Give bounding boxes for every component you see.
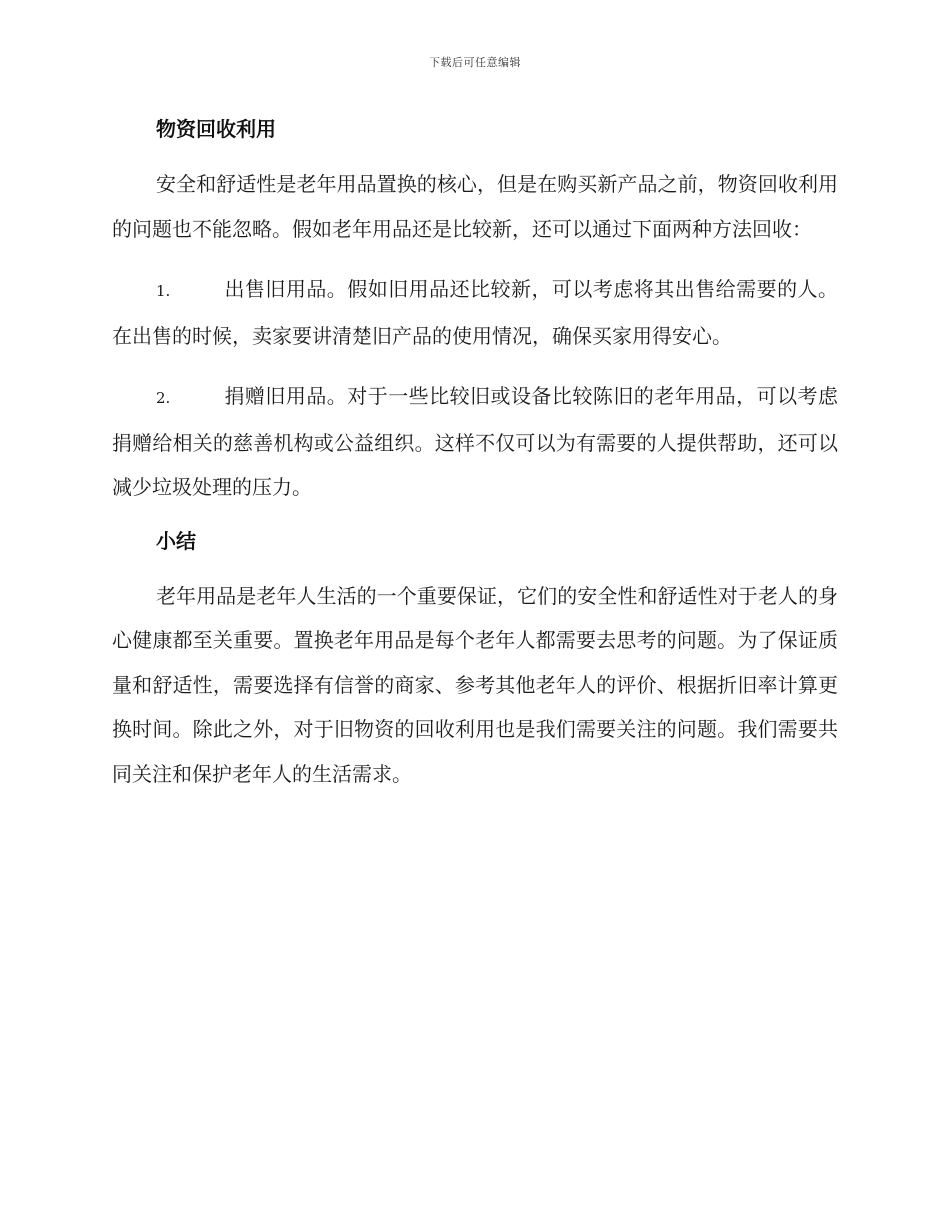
list-item-text: 出售旧用品。假如旧用品还比较新，可以考虑将其出售给需要的人。在出售的时候，卖家要讲清楚旧产品的使用情况，确保买家用得安心。 xyxy=(112,277,838,348)
section-heading-recycle: 物资回收利用 xyxy=(156,117,276,141)
list-item-number: 2. xyxy=(156,389,171,407)
list-item xyxy=(112,374,838,510)
paragraph-recycle-intro: 安全和舒适性是老年用品置换的核心，但是在购买新产品之前，物资回收利用的问题也不能忽略。假如老年用品还是比较新，还可以通过下面两种方法回收： xyxy=(112,172,838,241)
list-item-number: 1. xyxy=(156,282,171,300)
paragraph-summary: 老年用品是老年人生活的一个重要保证，它们的安全性和舒适性对于老人的身心健康都至关重要。置换老年用品是每个老年人都需要去思考的问题。为了保证质量和舒适性，需要选择有信誉的商家、参考其他老年人的评价、根据折旧率计算更换时间。除此之外，对于旧物资的回收利用也是我们需要关注的问题。我们需要共同关注和保护老年人的生活需求。 xyxy=(112,583,838,786)
document-body xyxy=(112,112,838,796)
section-heading-summary: 小结 xyxy=(156,528,196,553)
list-item-text: 捐赠旧用品。对于一些比较旧或设备比较陈旧的老年用品，可以考虑捐赠给相关的慈善机构或公益组织。这样不仅可以为有需要的人提供帮助，还可以减少垃圾处理的压力。 xyxy=(112,384,838,499)
list-item xyxy=(112,267,838,358)
header-note: 下载后可任意编辑 xyxy=(429,56,521,69)
